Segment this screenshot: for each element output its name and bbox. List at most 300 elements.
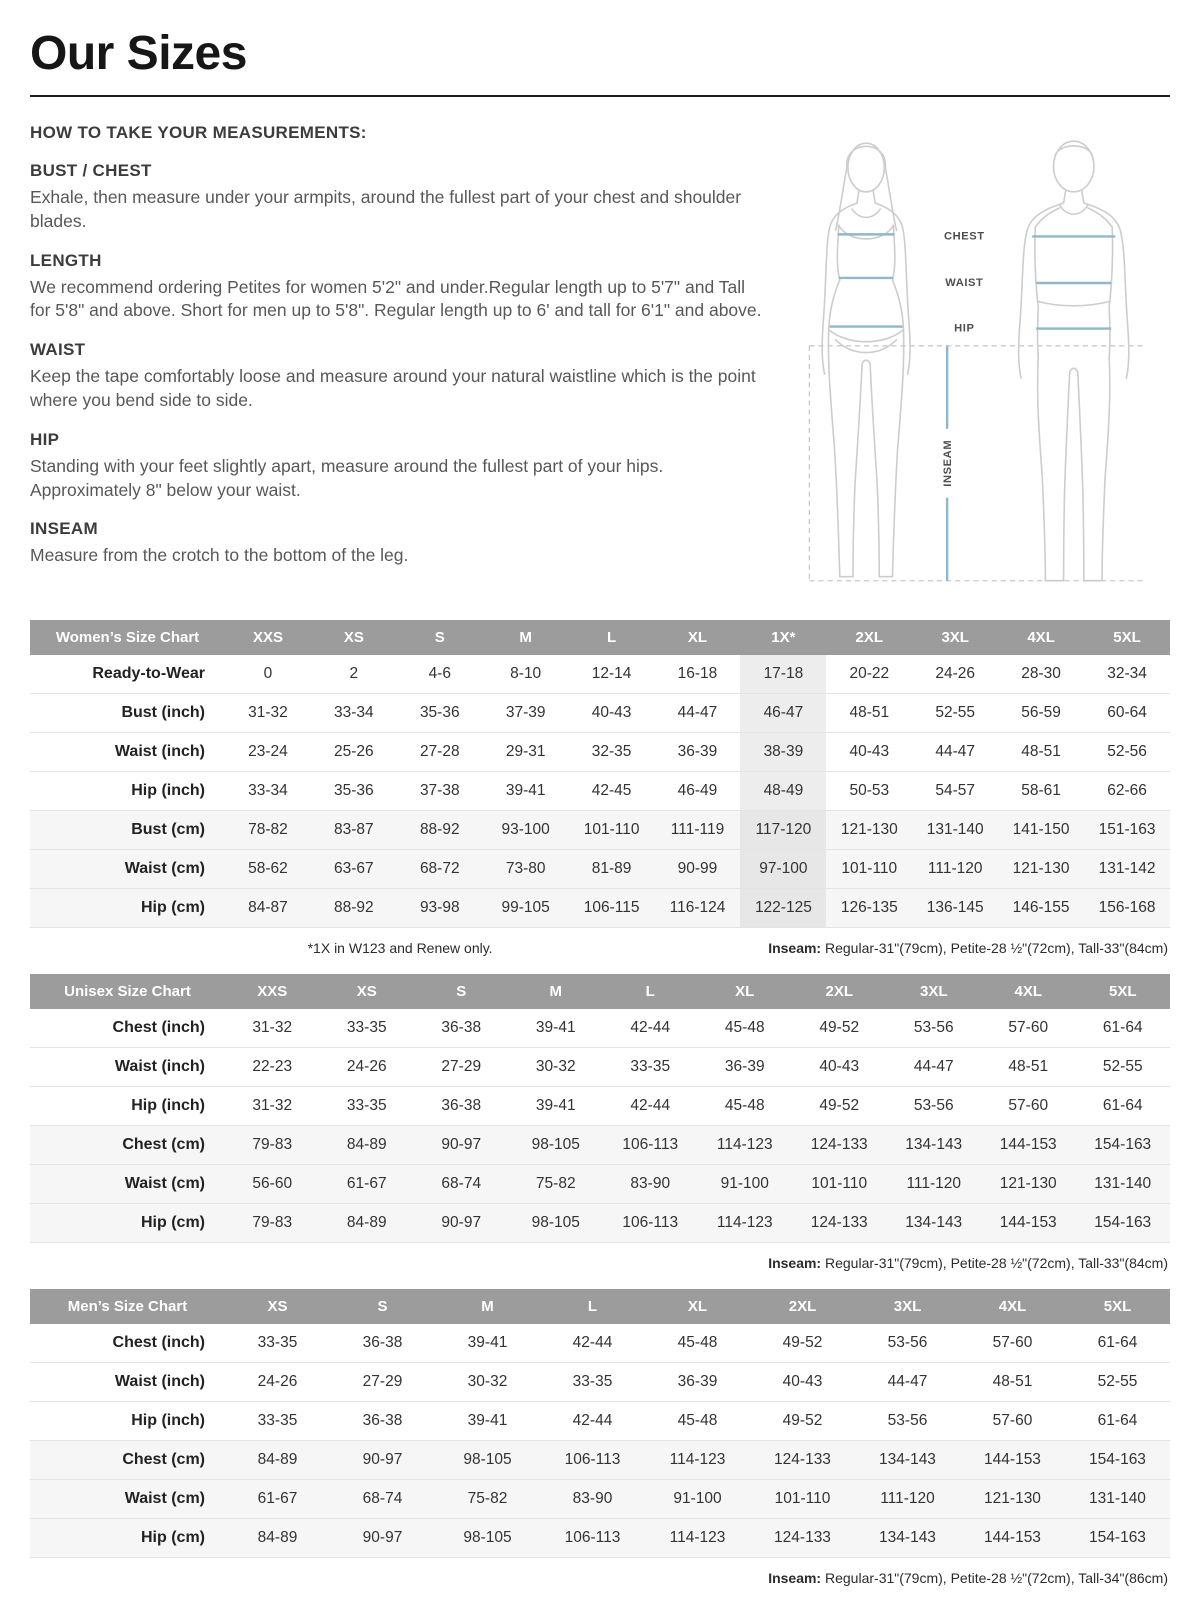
row-label: Waist (cm) bbox=[30, 1480, 225, 1519]
size-cell: 20-22 bbox=[826, 655, 912, 694]
size-column-header: 5XL bbox=[1076, 974, 1171, 1009]
size-cell: 57-60 bbox=[960, 1402, 1065, 1441]
size-cell: 68-74 bbox=[414, 1165, 509, 1204]
row-label: Chest (inch) bbox=[30, 1324, 225, 1363]
size-cell: 36-38 bbox=[414, 1087, 509, 1126]
table-row bbox=[30, 1204, 1170, 1243]
size-cell: 8-10 bbox=[483, 655, 569, 694]
size-cell: 114-123 bbox=[698, 1204, 793, 1243]
size-cell: 49-52 bbox=[792, 1009, 887, 1048]
size-column-header: XS bbox=[311, 620, 397, 655]
size-cell: 61-64 bbox=[1065, 1402, 1170, 1441]
row-label: Hip (cm) bbox=[30, 1204, 225, 1243]
size-cell: 32-34 bbox=[1084, 655, 1170, 694]
size-cell: 134-143 bbox=[887, 1204, 982, 1243]
table-footnotes bbox=[30, 1243, 1170, 1271]
table-row bbox=[30, 889, 1170, 928]
inseam-label-group bbox=[938, 429, 956, 498]
size-cell: 36-39 bbox=[698, 1048, 793, 1087]
size-column-header: 3XL bbox=[855, 1289, 960, 1324]
title-divider bbox=[30, 95, 1170, 97]
size-cell: 73-80 bbox=[483, 850, 569, 889]
size-cell: 42-44 bbox=[603, 1087, 698, 1126]
size-cell: 111-119 bbox=[655, 811, 741, 850]
size-cell: 45-48 bbox=[645, 1402, 750, 1441]
header-row bbox=[30, 620, 1170, 655]
size-cell: 131-140 bbox=[1076, 1165, 1171, 1204]
size-cell: 33-35 bbox=[320, 1009, 415, 1048]
size-cell: 46-47 bbox=[740, 694, 826, 733]
section-body: Standing with your feet slightly apart, measure around the fullest part of your hips. Approximately 8" below your waist. bbox=[30, 455, 664, 500]
inseam-label: INSEAM bbox=[942, 439, 955, 487]
size-cell: 156-168 bbox=[1084, 889, 1170, 928]
size-cell: 126-135 bbox=[826, 889, 912, 928]
size-cell: 33-35 bbox=[603, 1048, 698, 1087]
size-cell: 44-47 bbox=[855, 1363, 960, 1402]
size-cell: 44-47 bbox=[912, 733, 998, 772]
female-figure-outline bbox=[822, 143, 910, 576]
hip-label: HIP bbox=[954, 322, 975, 335]
size-cell: 62-66 bbox=[1084, 772, 1170, 811]
size-column-header: S bbox=[397, 620, 483, 655]
size-cell: 12-14 bbox=[569, 655, 655, 694]
table-title: Men’s Size Chart bbox=[30, 1289, 225, 1324]
size-column-header: XS bbox=[320, 974, 415, 1009]
size-column-header: XS bbox=[225, 1289, 330, 1324]
size-column-header: 4XL bbox=[960, 1289, 1065, 1324]
size-cell: 111-120 bbox=[855, 1480, 960, 1519]
size-cell: 117-120 bbox=[740, 811, 826, 850]
size-cell: 22-23 bbox=[225, 1048, 320, 1087]
row-label: Chest (cm) bbox=[30, 1126, 225, 1165]
size-cell: 93-98 bbox=[397, 889, 483, 928]
row-label: Bust (inch) bbox=[30, 694, 225, 733]
size-column-header: XXS bbox=[225, 620, 311, 655]
size-cell: 79-83 bbox=[225, 1126, 320, 1165]
size-cell: 111-120 bbox=[912, 850, 998, 889]
size-cell: 83-90 bbox=[540, 1480, 645, 1519]
size-cell: 84-87 bbox=[225, 889, 311, 928]
row-label: Waist (inch) bbox=[30, 733, 225, 772]
size-cell: 49-52 bbox=[750, 1402, 855, 1441]
size-cell: 49-52 bbox=[750, 1324, 855, 1363]
size-cell: 144-153 bbox=[981, 1204, 1076, 1243]
table-footnotes bbox=[30, 1558, 1170, 1586]
size-cell: 48-49 bbox=[740, 772, 826, 811]
size-cell: 122-125 bbox=[740, 889, 826, 928]
size-cell: 33-34 bbox=[311, 694, 397, 733]
womens-size-chart bbox=[30, 620, 1170, 928]
size-cell: 81-89 bbox=[569, 850, 655, 889]
size-cell: 61-64 bbox=[1076, 1087, 1171, 1126]
row-label: Hip (cm) bbox=[30, 889, 225, 928]
section-length bbox=[30, 251, 765, 324]
section-body: Measure from the crotch to the bottom of the leg. bbox=[30, 545, 409, 566]
size-column-header: L bbox=[569, 620, 655, 655]
size-cell: 36-39 bbox=[645, 1363, 750, 1402]
row-label: Waist (cm) bbox=[30, 850, 225, 889]
size-cell: 134-143 bbox=[887, 1126, 982, 1165]
size-cell: 39-41 bbox=[509, 1087, 604, 1126]
measurement-diagram bbox=[785, 123, 1170, 606]
size-cell: 49-52 bbox=[792, 1087, 887, 1126]
size-cell: 58-62 bbox=[225, 850, 311, 889]
size-cell: 48-51 bbox=[826, 694, 912, 733]
size-cell: 36-38 bbox=[330, 1402, 435, 1441]
size-cell: 52-55 bbox=[912, 694, 998, 733]
size-cell: 42-44 bbox=[603, 1009, 698, 1048]
size-cell: 90-99 bbox=[655, 850, 741, 889]
size-cell: 57-60 bbox=[981, 1009, 1076, 1048]
size-cell: 31-32 bbox=[225, 1009, 320, 1048]
table-row bbox=[30, 1480, 1170, 1519]
size-cell: 93-100 bbox=[483, 811, 569, 850]
size-cell: 35-36 bbox=[397, 694, 483, 733]
table-title: Women’s Size Chart bbox=[30, 620, 225, 655]
section-body: Keep the tape comfortably loose and measure around your natural waistline which is the point where you bend side to side. bbox=[30, 366, 756, 410]
footnote-inseam: Inseam: Regular-31"(79cm), Petite-28 ½"(72cm), Tall-33"(84cm) bbox=[768, 1255, 1168, 1271]
size-cell: 91-100 bbox=[698, 1165, 793, 1204]
section-title: INSEAM bbox=[30, 519, 98, 539]
size-cell: 24-26 bbox=[320, 1048, 415, 1087]
size-cell: 91-100 bbox=[645, 1480, 750, 1519]
size-cell: 24-26 bbox=[225, 1363, 330, 1402]
table-title: Unisex Size Chart bbox=[30, 974, 225, 1009]
row-label: Hip (inch) bbox=[30, 1087, 225, 1126]
size-cell: 33-34 bbox=[225, 772, 311, 811]
size-cell: 40-43 bbox=[792, 1048, 887, 1087]
size-column-header: M bbox=[435, 1289, 540, 1324]
size-cell: 131-140 bbox=[1065, 1480, 1170, 1519]
size-cell: 45-48 bbox=[698, 1009, 793, 1048]
size-cell: 2 bbox=[311, 655, 397, 694]
size-column-header: L bbox=[540, 1289, 645, 1324]
size-cell: 144-153 bbox=[981, 1126, 1076, 1165]
size-cell: 48-51 bbox=[981, 1048, 1076, 1087]
table-row bbox=[30, 850, 1170, 889]
size-column-header: 5XL bbox=[1084, 620, 1170, 655]
size-column-header: S bbox=[330, 1289, 435, 1324]
size-cell: 44-47 bbox=[655, 694, 741, 733]
size-cell: 124-133 bbox=[750, 1441, 855, 1480]
mens-size-chart bbox=[30, 1289, 1170, 1558]
size-cell: 141-150 bbox=[998, 811, 1084, 850]
table-row bbox=[30, 1441, 1170, 1480]
size-cell: 42-44 bbox=[540, 1324, 645, 1363]
size-cell: 121-130 bbox=[981, 1165, 1076, 1204]
size-cell: 53-56 bbox=[887, 1009, 982, 1048]
size-cell: 99-105 bbox=[483, 889, 569, 928]
size-cell: 48-51 bbox=[998, 733, 1084, 772]
womens-size-chart-block bbox=[30, 620, 1170, 956]
body-measurement-illustration bbox=[785, 125, 1170, 601]
size-cell: 57-60 bbox=[960, 1324, 1065, 1363]
size-cell: 61-67 bbox=[320, 1165, 415, 1204]
section-hip bbox=[30, 430, 765, 503]
size-cell: 114-123 bbox=[645, 1441, 750, 1480]
row-label: Chest (inch) bbox=[30, 1009, 225, 1048]
size-cell: 53-56 bbox=[887, 1087, 982, 1126]
inseam-guides bbox=[809, 346, 1145, 581]
size-cell: 38-39 bbox=[740, 733, 826, 772]
size-column-header: 3XL bbox=[887, 974, 982, 1009]
header-row bbox=[30, 1289, 1170, 1324]
size-cell: 88-92 bbox=[397, 811, 483, 850]
size-cell: 98-105 bbox=[435, 1441, 540, 1480]
header-row bbox=[30, 974, 1170, 1009]
row-label: Hip (inch) bbox=[30, 1402, 225, 1441]
size-cell: 33-35 bbox=[540, 1363, 645, 1402]
size-cell: 40-43 bbox=[826, 733, 912, 772]
footnote-1x-note: *1X in W123 and Renew only. bbox=[307, 940, 493, 956]
size-cell: 68-74 bbox=[330, 1480, 435, 1519]
table-row bbox=[30, 1519, 1170, 1558]
size-cell: 40-43 bbox=[569, 694, 655, 733]
size-cell: 24-26 bbox=[912, 655, 998, 694]
row-label: Waist (cm) bbox=[30, 1165, 225, 1204]
size-cell: 88-92 bbox=[311, 889, 397, 928]
size-cell: 121-130 bbox=[960, 1480, 1065, 1519]
size-column-header: 2XL bbox=[750, 1289, 855, 1324]
size-cell: 54-57 bbox=[912, 772, 998, 811]
size-cell: 144-153 bbox=[960, 1441, 1065, 1480]
chest-label: CHEST bbox=[943, 230, 985, 243]
table-row bbox=[30, 1402, 1170, 1441]
size-cell: 46-49 bbox=[655, 772, 741, 811]
size-cell: 27-28 bbox=[397, 733, 483, 772]
size-cell: 63-67 bbox=[311, 850, 397, 889]
size-cell: 75-82 bbox=[435, 1480, 540, 1519]
instructions-column bbox=[30, 123, 785, 606]
size-cell: 33-35 bbox=[225, 1402, 330, 1441]
size-cell: 154-163 bbox=[1076, 1126, 1171, 1165]
footnote-inseam: Inseam: Regular-31"(79cm), Petite-28 ½"(72cm), Tall-33"(84cm) bbox=[768, 940, 1168, 956]
table-footnotes bbox=[30, 928, 1170, 956]
size-column-header: 3XL bbox=[912, 620, 998, 655]
size-column-header: 2XL bbox=[792, 974, 887, 1009]
size-cell: 106-113 bbox=[540, 1519, 645, 1558]
size-cell: 52-55 bbox=[1076, 1048, 1171, 1087]
size-cell: 98-105 bbox=[435, 1519, 540, 1558]
size-cell: 101-110 bbox=[826, 850, 912, 889]
unisex-size-chart-block bbox=[30, 974, 1170, 1271]
size-cell: 83-87 bbox=[311, 811, 397, 850]
size-cell: 42-45 bbox=[569, 772, 655, 811]
size-column-header: XL bbox=[655, 620, 741, 655]
size-column-header: L bbox=[603, 974, 698, 1009]
size-cell: 116-124 bbox=[655, 889, 741, 928]
table-row bbox=[30, 1165, 1170, 1204]
size-cell: 56-60 bbox=[225, 1165, 320, 1204]
section-bust-chest bbox=[30, 161, 765, 234]
size-cell: 146-155 bbox=[998, 889, 1084, 928]
row-label: Ready-to-Wear bbox=[30, 655, 225, 694]
size-cell: 16-18 bbox=[655, 655, 741, 694]
row-label: Hip (inch) bbox=[30, 772, 225, 811]
page-title: Our Sizes bbox=[30, 27, 247, 80]
size-cell: 106-113 bbox=[603, 1126, 698, 1165]
size-column-header: 4XL bbox=[981, 974, 1076, 1009]
table-row bbox=[30, 1363, 1170, 1402]
waist-label: WAIST bbox=[945, 277, 984, 290]
size-cell: 56-59 bbox=[998, 694, 1084, 733]
size-cell: 75-82 bbox=[509, 1165, 604, 1204]
size-cell: 124-133 bbox=[750, 1519, 855, 1558]
section-body: Exhale, then measure under your armpits, around the fullest part of your chest and shoulder blades. bbox=[30, 187, 742, 231]
size-cell: 114-123 bbox=[645, 1519, 750, 1558]
size-cell: 53-56 bbox=[855, 1324, 960, 1363]
size-column-header: S bbox=[414, 974, 509, 1009]
mens-size-chart-block bbox=[30, 1289, 1170, 1586]
size-cell: 114-123 bbox=[698, 1126, 793, 1165]
section-title: HIP bbox=[30, 429, 60, 449]
size-cell: 90-97 bbox=[330, 1519, 435, 1558]
size-cell: 45-48 bbox=[645, 1324, 750, 1363]
size-cell: 97-100 bbox=[740, 850, 826, 889]
size-cell: 124-133 bbox=[792, 1204, 887, 1243]
size-cell: 23-24 bbox=[225, 733, 311, 772]
size-cell: 106-113 bbox=[540, 1441, 645, 1480]
size-cell: 151-163 bbox=[1084, 811, 1170, 850]
section-title: LENGTH bbox=[30, 250, 102, 270]
row-label: Chest (cm) bbox=[30, 1441, 225, 1480]
table-row bbox=[30, 694, 1170, 733]
size-cell: 61-67 bbox=[225, 1480, 330, 1519]
size-cell: 40-43 bbox=[750, 1363, 855, 1402]
size-cell: 101-110 bbox=[750, 1480, 855, 1519]
size-cell: 134-143 bbox=[855, 1519, 960, 1558]
size-cell: 131-142 bbox=[1084, 850, 1170, 889]
size-cell: 42-44 bbox=[540, 1402, 645, 1441]
size-cell: 84-89 bbox=[320, 1204, 415, 1243]
size-column-header: XL bbox=[698, 974, 793, 1009]
table-row bbox=[30, 811, 1170, 850]
size-cell: 78-82 bbox=[225, 811, 311, 850]
size-column-header: XXS bbox=[225, 974, 320, 1009]
size-cell: 37-38 bbox=[397, 772, 483, 811]
size-cell: 28-30 bbox=[998, 655, 1084, 694]
table-row bbox=[30, 1087, 1170, 1126]
measurement-instructions-section bbox=[30, 123, 1170, 606]
size-cell: 84-89 bbox=[320, 1126, 415, 1165]
size-cell: 33-35 bbox=[320, 1087, 415, 1126]
size-cell: 39-41 bbox=[509, 1009, 604, 1048]
size-cell: 111-120 bbox=[887, 1165, 982, 1204]
section-body: We recommend ordering Petites for women 5'2" and under.Regular length up to 5'7" and Tall for 5'8" and above. Short for men up to 5'8". Regular length up to 6' and tall for 6'1" and above. bbox=[30, 276, 762, 321]
size-cell: 60-64 bbox=[1084, 694, 1170, 733]
size-cell: 121-130 bbox=[826, 811, 912, 850]
size-cell: 52-56 bbox=[1084, 733, 1170, 772]
section-inseam bbox=[30, 519, 765, 568]
size-column-header: XL bbox=[645, 1289, 750, 1324]
size-cell: 121-130 bbox=[998, 850, 1084, 889]
table-row bbox=[30, 1324, 1170, 1363]
size-cell: 31-32 bbox=[225, 694, 311, 733]
size-cell: 154-163 bbox=[1065, 1519, 1170, 1558]
table-row bbox=[30, 733, 1170, 772]
section-title: WAIST bbox=[30, 340, 86, 360]
size-cell: 36-38 bbox=[330, 1324, 435, 1363]
size-cell: 136-145 bbox=[912, 889, 998, 928]
size-cell: 50-53 bbox=[826, 772, 912, 811]
size-cell: 4-6 bbox=[397, 655, 483, 694]
table-row bbox=[30, 1048, 1170, 1087]
row-label: Bust (cm) bbox=[30, 811, 225, 850]
size-cell: 27-29 bbox=[330, 1363, 435, 1402]
size-cell: 57-60 bbox=[981, 1087, 1076, 1126]
size-cell: 35-36 bbox=[311, 772, 397, 811]
size-cell: 98-105 bbox=[509, 1126, 604, 1165]
size-cell: 83-90 bbox=[603, 1165, 698, 1204]
size-cell: 131-140 bbox=[912, 811, 998, 850]
size-cell: 144-153 bbox=[960, 1519, 1065, 1558]
size-cell: 29-31 bbox=[483, 733, 569, 772]
size-column-header: M bbox=[483, 620, 569, 655]
size-cell: 101-110 bbox=[569, 811, 655, 850]
size-cell: 84-89 bbox=[225, 1441, 330, 1480]
table-row bbox=[30, 1126, 1170, 1165]
size-column-header: 5XL bbox=[1065, 1289, 1170, 1324]
size-cell: 37-39 bbox=[483, 694, 569, 733]
size-cell: 61-64 bbox=[1076, 1009, 1171, 1048]
unisex-size-chart bbox=[30, 974, 1170, 1243]
size-column-header: 4XL bbox=[998, 620, 1084, 655]
table-row bbox=[30, 1009, 1170, 1048]
size-cell: 84-89 bbox=[225, 1519, 330, 1558]
section-waist bbox=[30, 340, 765, 413]
male-figure-outline bbox=[1019, 141, 1129, 581]
size-cell: 27-29 bbox=[414, 1048, 509, 1087]
size-cell: 48-51 bbox=[960, 1363, 1065, 1402]
size-cell: 52-55 bbox=[1065, 1363, 1170, 1402]
size-cell: 58-61 bbox=[998, 772, 1084, 811]
size-cell: 39-41 bbox=[435, 1324, 540, 1363]
size-cell: 98-105 bbox=[509, 1204, 604, 1243]
row-label: Waist (inch) bbox=[30, 1048, 225, 1087]
size-cell: 25-26 bbox=[311, 733, 397, 772]
footnote-inseam: Inseam: Regular-31"(79cm), Petite-28 ½"(72cm), Tall-34"(86cm) bbox=[768, 1570, 1168, 1586]
size-cell: 90-97 bbox=[414, 1204, 509, 1243]
size-cell: 154-163 bbox=[1065, 1441, 1170, 1480]
size-cell: 45-48 bbox=[698, 1087, 793, 1126]
size-charts bbox=[30, 620, 1170, 1586]
size-cell: 31-32 bbox=[225, 1087, 320, 1126]
size-cell: 30-32 bbox=[509, 1048, 604, 1087]
row-label: Waist (inch) bbox=[30, 1363, 225, 1402]
size-cell: 32-35 bbox=[569, 733, 655, 772]
size-cell: 36-38 bbox=[414, 1009, 509, 1048]
size-cell: 79-83 bbox=[225, 1204, 320, 1243]
size-cell: 39-41 bbox=[435, 1402, 540, 1441]
size-cell: 36-39 bbox=[655, 733, 741, 772]
size-cell: 44-47 bbox=[887, 1048, 982, 1087]
size-cell: 33-35 bbox=[225, 1324, 330, 1363]
section-title: BUST / CHEST bbox=[30, 161, 152, 180]
size-cell: 124-133 bbox=[792, 1126, 887, 1165]
size-cell: 0 bbox=[225, 655, 311, 694]
size-cell: 61-64 bbox=[1065, 1324, 1170, 1363]
size-cell: 101-110 bbox=[792, 1165, 887, 1204]
size-cell: 30-32 bbox=[435, 1363, 540, 1402]
size-cell: 134-143 bbox=[855, 1441, 960, 1480]
size-column-header: 1X* bbox=[740, 620, 826, 655]
size-cell: 17-18 bbox=[740, 655, 826, 694]
size-cell: 106-115 bbox=[569, 889, 655, 928]
size-cell: 68-72 bbox=[397, 850, 483, 889]
size-cell: 53-56 bbox=[855, 1402, 960, 1441]
instructions-heading: HOW TO TAKE YOUR MEASUREMENTS: bbox=[30, 123, 367, 142]
size-column-header: 2XL bbox=[826, 620, 912, 655]
